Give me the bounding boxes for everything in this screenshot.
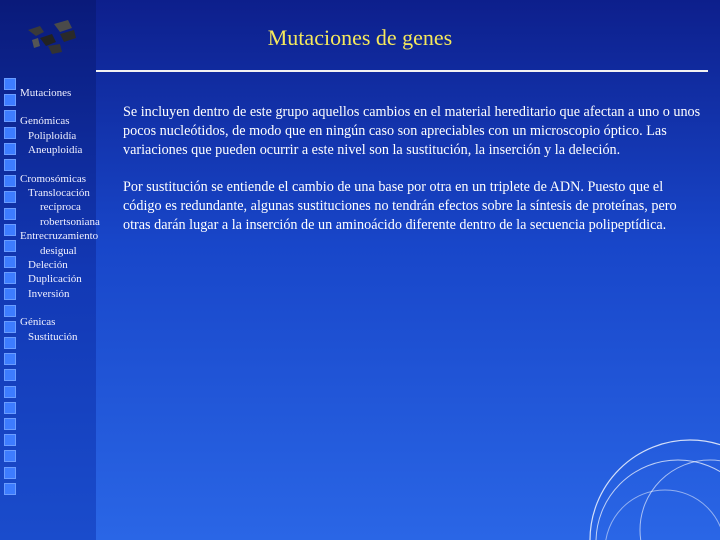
outline-item: Duplicación <box>28 273 82 286</box>
decorative-squares <box>4 78 20 499</box>
outline-item: desigual <box>40 244 77 257</box>
title-divider <box>96 70 708 72</box>
outline-heading: Mutaciones <box>20 87 72 99</box>
decorative-circles-icon <box>560 430 720 540</box>
outline-group-genicas: Génicas <box>20 316 56 329</box>
outline-group-cromosomicas: Cromosómicas <box>20 172 86 185</box>
slide-title: Mutaciones de genes <box>267 25 453 50</box>
outline-item: Deleción <box>28 259 68 272</box>
slide-body <box>123 103 703 253</box>
outline-item: Translocación <box>28 187 90 200</box>
outline-group-genomicas: Genómicas <box>20 115 70 128</box>
outline-item: Sustitución <box>28 330 78 343</box>
body-paragraph: Se incluyen dentro de este grupo aquellos cambios en el material hereditario que afectan a uno o unos pocos nucleótidos, de modo que en ningún caso son apreciables con un microscopio óptico. Las variaciones que pueden ocurrir a este nivel son la sustitución, la inserción y la deleción. <box>123 104 701 158</box>
outline-item: recíproca <box>40 201 81 214</box>
outline-item: Entrecruzamiento <box>20 230 99 243</box>
outline-item: Poliploidía <box>28 129 77 142</box>
outline-item: Inversión <box>28 287 70 300</box>
topic-outline <box>20 86 120 344</box>
outline-item: robertsoniana <box>40 215 100 228</box>
outline-item: Aneuploidía <box>28 144 83 157</box>
body-paragraph: Por sustitución se entiende el cambio de una base por otra en un triplete de ADN. Puesto que el código es redundante, algunas sustituciones no tendrán efectos sobre la síntesis de proteínas, pero otras darán lugar a la inserción de un aminoácido diferente dentro de la secuencia polipeptídica. <box>123 179 677 233</box>
logo-icon <box>26 16 78 56</box>
